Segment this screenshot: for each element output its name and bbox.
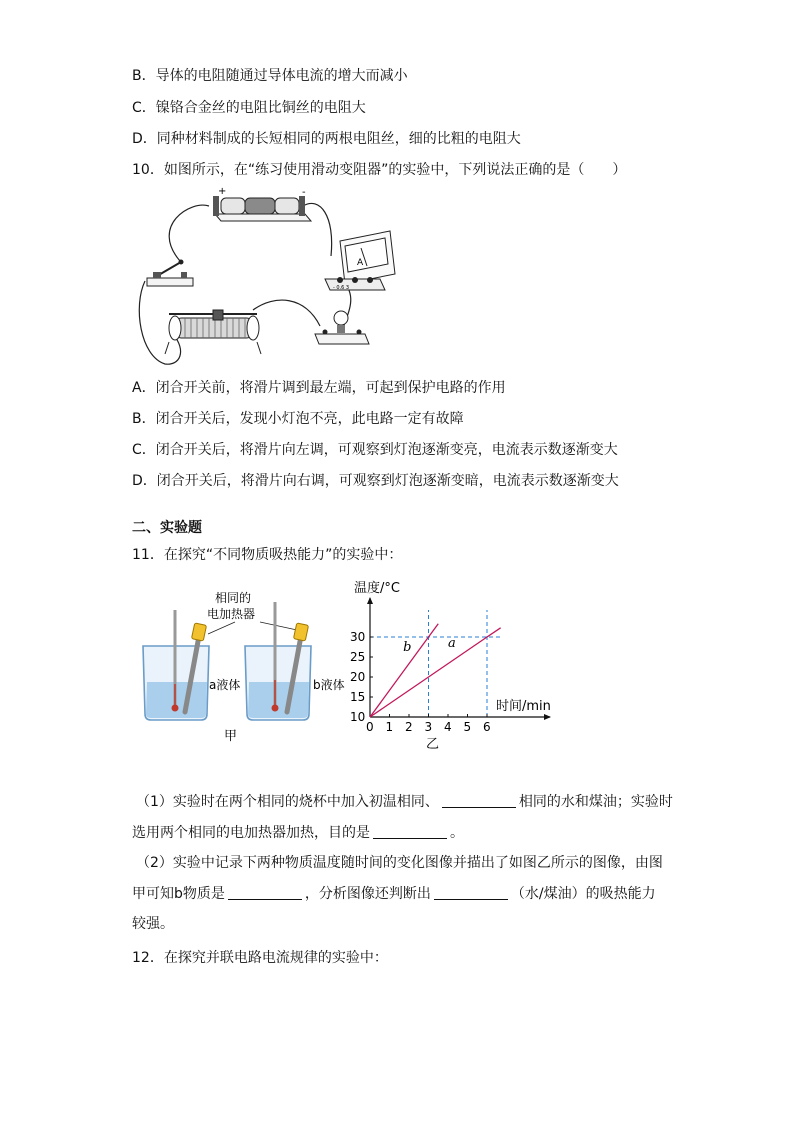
y-tick-label: 25 [350,650,366,664]
heater-label-line1: 相同的 [215,591,252,605]
series-line-a [370,628,501,717]
q10-option-b: B．闭合开关后，发现小灯泡不亮，此电路一定有故障 [132,411,464,427]
q10-circuit-figure [135,186,407,372]
q10-option-c: C．闭合开关后，将滑片向左调，可观察到灯泡逐渐变亮，电流表示数逐渐变大 [132,442,618,458]
ammeter-scale: - 0.6 3 [333,285,350,291]
battery-minus-label: - [302,187,306,198]
series-line-b [370,624,438,717]
fig-b-caption: 乙 [426,737,440,752]
beaker-b [245,602,345,720]
q11-sub1-line2 [132,823,464,843]
q11-sub2-line2-post: （水/煤油）的吸热能力 [510,886,656,902]
answer-blank-4[interactable] [434,885,508,900]
y-tick-label: 15 [350,690,366,704]
lamp-holder [315,311,369,344]
y-axis-arrow [367,597,373,604]
x-tick-label: 0 [366,720,374,734]
ammeter-label: A [357,258,364,268]
liquid-b-label: b液体 [313,678,345,692]
fig-a-caption: 甲 [224,729,238,744]
q11-beakers-figure [135,588,365,748]
q9-option-c: C．镍铬合金丝的电阻比铜丝的电阻大 [132,100,366,116]
series-label-a: a [448,636,456,651]
x-tick-label: 2 [405,720,413,734]
q11-sub2-line1: （2）实验中记录下两种物质温度随时间的变化图像并描出了如图乙所示的图像，由图 [136,855,663,871]
q11-sub2-line2-pre: 甲可知b物质是 [132,886,225,902]
x-tick-label: 4 [444,720,452,734]
y-tick-label: 20 [350,670,366,684]
sliding-rheostat [165,310,261,354]
section-2-title: 二、实验题 [132,520,202,536]
q10-option-a: A．闭合开关前，将滑片调到最左端，可起到保护电路的作用 [132,380,506,396]
q11-stem: 11．在探究“不同物质吸热能力”的实验中： [132,547,403,563]
q9-option-b: B．导体的电阻随通过导体电流的增大而减小 [132,68,408,84]
q11-temperature-chart [340,576,570,754]
x-axis-arrow [544,714,551,720]
series-label-b: b [403,640,412,655]
knife-switch [147,260,193,287]
q11-sub1-line1-pre: （1）实验时在两个相同的烧杯中加入初温相同、 [136,794,439,810]
q11-sub1-line2-pre: 选用两个相同的电加热器加热，目的是 [132,825,370,841]
x-tick-label: 3 [424,720,433,734]
x-tick-label: 1 [385,720,394,734]
answer-blank-3[interactable] [228,885,302,900]
chart-y-axis-label: 温度/°C [354,581,400,596]
battery-plus-label: + [218,186,227,197]
q11-sub2-line2-mid: ，分析图像还判断出 [304,886,431,902]
q10-stem: 10．如图所示，在“练习使用滑动变阻器”的实验中，下列说法正确的是（ ） [132,162,627,178]
battery-holder [213,186,311,221]
y-tick-label: 30 [350,630,366,644]
x-tick-label: 6 [483,720,491,734]
chart-series [370,624,501,717]
q12-stem: 12．在探究并联电路电流规律的实验中： [132,950,388,966]
q11-sub1-line2-post: 。 [450,825,464,841]
q11-sub1-line1 [136,792,673,812]
q11-sub2-line3: 较强。 [132,916,174,932]
liquid-a-label: a液体 [209,678,241,692]
q10-option-d: D．闭合开关后，将滑片向右调，可观察到灯泡逐渐变暗，电流表示数逐渐变大 [132,473,619,489]
q11-sub1-line1-post: 相同的水和煤油；实验时 [518,794,673,810]
y-tick-label: 10 [350,710,366,724]
ammeter [325,231,395,291]
chart-x-axis-label: 时间/min [496,699,551,714]
heater-label-line2: 电加热器 [207,607,256,621]
answer-blank-1[interactable] [442,793,516,808]
q9-option-d: D．同种材料制成的长短相同的两根电阻丝，细的比粗的电阻大 [132,131,521,147]
x-tick-label: 5 [463,720,472,734]
answer-blank-2[interactable] [373,824,447,839]
q11-sub2-line2 [132,884,656,904]
